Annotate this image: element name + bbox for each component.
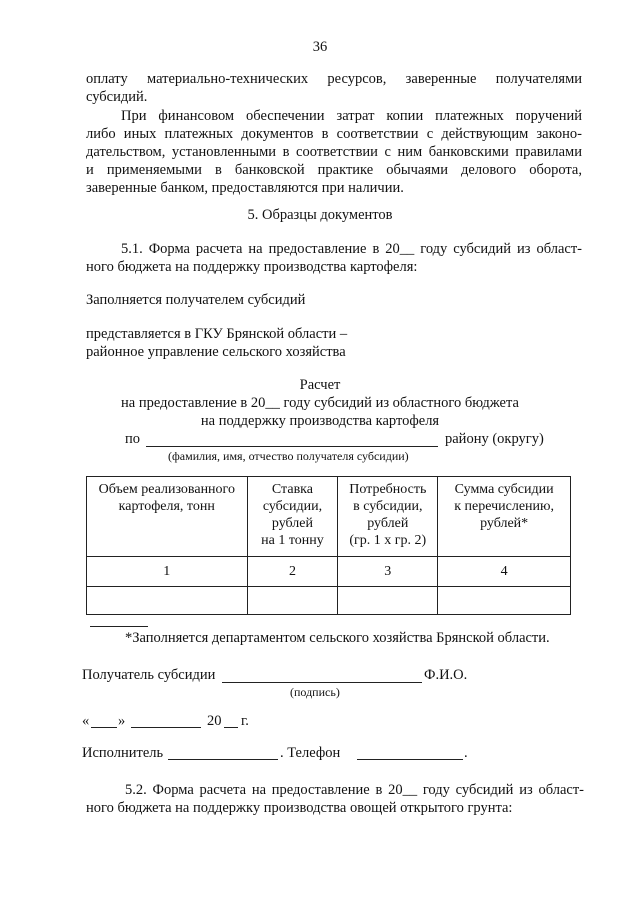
page-number: 36 bbox=[312, 39, 328, 55]
header-line: картофеля, тонн bbox=[118, 499, 215, 514]
po-label: по bbox=[125, 431, 141, 447]
header-line: на 1 тонну bbox=[261, 533, 324, 548]
table-cell: 4 bbox=[438, 557, 571, 587]
header-line: Объем реализованного bbox=[98, 482, 235, 497]
table-number-row bbox=[87, 557, 571, 587]
paragraph-line: оплату материально-технических ресурсов, заверенные получателями bbox=[86, 71, 582, 87]
table-header-cell bbox=[338, 477, 438, 557]
table-cell bbox=[87, 587, 248, 615]
paragraph-line: заверенные банком, предоставляются при наличии. bbox=[86, 180, 404, 196]
item-5-1-line: 5.1. Форма расчета на предоставление в 20__ году субсидий из област- bbox=[121, 241, 582, 257]
month-line bbox=[131, 727, 201, 728]
table-cell bbox=[438, 587, 571, 615]
recipient-label: Получатель субсидии bbox=[82, 667, 216, 683]
district-label: району (округу) bbox=[445, 431, 544, 447]
header-line: Ставка bbox=[271, 482, 313, 497]
header-line: рублей bbox=[271, 516, 313, 531]
item-5-1-line: ного бюджета на поддержку производства картофеля: bbox=[86, 259, 418, 275]
table-header-cell bbox=[87, 477, 248, 557]
header-line: рублей bbox=[367, 516, 409, 531]
table-header-row bbox=[87, 477, 571, 557]
phone-line bbox=[357, 759, 463, 760]
header-line: Сумма субсидии bbox=[454, 482, 554, 497]
table-row bbox=[87, 587, 571, 615]
table-header-cell bbox=[247, 477, 338, 557]
header-line: рублей* bbox=[480, 516, 529, 531]
calc-table bbox=[86, 476, 571, 615]
paragraph-line: При финансовом обеспечении затрат копии платежных поручений bbox=[121, 108, 582, 124]
phone-label: . Телефон bbox=[280, 745, 341, 761]
calc-title: Расчет bbox=[299, 377, 341, 393]
header-line: субсидии, bbox=[262, 499, 323, 514]
executor-line bbox=[168, 759, 278, 760]
header-line: в субсидии, bbox=[353, 499, 423, 514]
year-line bbox=[224, 727, 238, 728]
header-line: к перечислению, bbox=[454, 499, 554, 514]
day-line bbox=[91, 727, 117, 728]
submitted-to-line: районное управление сельского хозяйства bbox=[86, 344, 346, 360]
table-cell: 2 bbox=[247, 557, 338, 587]
item-5-2-line: ного бюджета на поддержку производства овощей открытого грунта: bbox=[86, 800, 513, 816]
table-cell bbox=[247, 587, 338, 615]
paragraph-line: дательством, установленными в соответствии с ним банковскими правилами bbox=[86, 144, 582, 160]
item-5-2-line: 5.2. Форма расчета на предоставление в 20__ году субсидий из област- bbox=[125, 782, 584, 798]
paragraph-line: и применяемыми в банковской практике обычаями делового оборота, bbox=[86, 162, 582, 178]
footnote-separator bbox=[90, 626, 148, 627]
table-cell: 3 bbox=[338, 557, 438, 587]
signature-caption: (подпись) bbox=[290, 685, 340, 699]
calc-subtitle: на поддержку производства картофеля bbox=[200, 413, 440, 429]
date-open-quote: « bbox=[82, 713, 90, 729]
paragraph-line: субсидий. bbox=[86, 89, 148, 105]
submitted-to-line: представляется в ГКУ Брянской области – bbox=[86, 326, 348, 342]
section-heading: 5. Образцы документов bbox=[247, 207, 393, 223]
paragraph-line: либо иных платежных документов в соответствии с действующим законо- bbox=[86, 126, 582, 142]
header-line: Потребность bbox=[349, 482, 427, 497]
date-close-quote: » bbox=[118, 713, 126, 729]
table-cell: 1 bbox=[87, 557, 248, 587]
footnote: *Заполняется департаментом сельского хозяйства Брянской области. bbox=[125, 630, 550, 646]
executor-end: . bbox=[464, 745, 468, 761]
year-suffix: г. bbox=[241, 713, 249, 729]
executor-label: Исполнитель bbox=[82, 745, 164, 761]
calc-subtitle: на предоставление в 20__ году субсидий из областного бюджета bbox=[121, 395, 519, 411]
filled-by-note: Заполняется получателем субсидий bbox=[86, 292, 306, 308]
header-line: (гр. 1 х гр. 2) bbox=[349, 533, 427, 548]
table-header-cell bbox=[438, 477, 571, 557]
table-cell bbox=[338, 587, 438, 615]
year-prefix: 20 bbox=[207, 713, 222, 729]
recipient-name-caption: (фамилия, имя, отчество получателя субсидии) bbox=[168, 449, 409, 463]
fio-label: Ф.И.О. bbox=[424, 667, 468, 683]
